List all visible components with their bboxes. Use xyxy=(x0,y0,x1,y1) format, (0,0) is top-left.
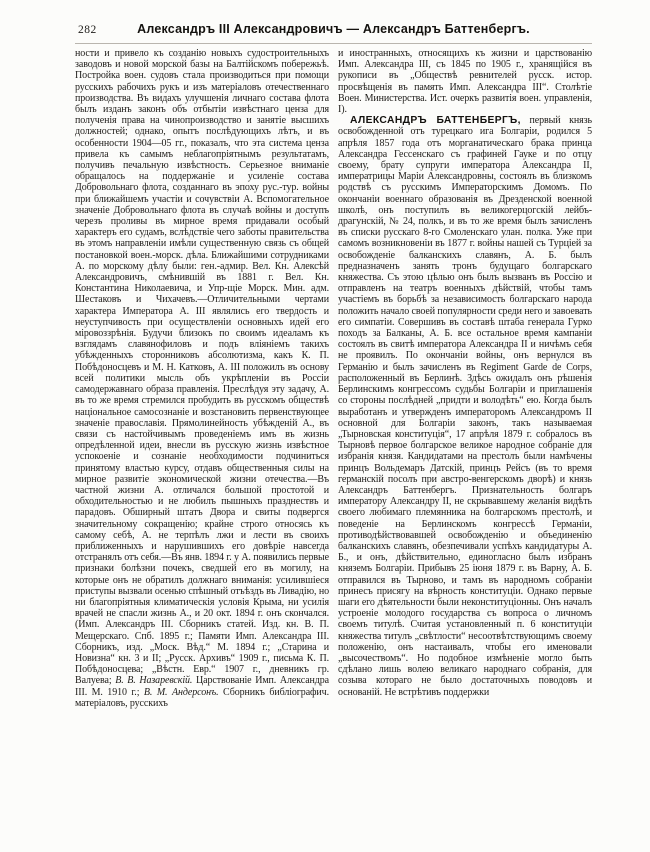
text-run: Царствованіе Имп. Александра III. М. 1910 г.; xyxy=(75,675,330,698)
running-title: Александръ III Александровичъ — Александръ Баттенбергъ. xyxy=(137,22,530,36)
continuation-paragraph: и иностранныхъ, относящихъ къ жизни и царствованію Имп. Александра III, съ 1845 по 1905 г., хранящійся въ рукописи въ „Обществѣ ревнителей русск. истор. просвѣщенія въ память Имп. Александра III“. Столѣтіе Воен. Министерства. Ист. очеркъ развитія воен. управленія, I). xyxy=(338,48,592,116)
author-name-italic: В. М. Андерсонъ. xyxy=(143,686,219,698)
text-run: ности и привело къ созданію новыхъ судостроительныхъ заводовъ и новой морской базы на Балтійскомъ побережьѣ. Постройка воен. судовъ стала производиться при помощи русскихъ рабочихъ рукъ и изъ матеріаловъ отечественнаго производства. Въ видахъ улучшенія личнаго состава флота былъ изданъ законъ объ отбытіи извѣстнаго ценза для полученія права на чинопроизводство и занятіе высшихъ должностей; однако, опытъ послѣдующихъ лѣтъ, и въ особенности 1904—05 гг., показалъ, что эта система ценза привела къ самымъ неблагопріятнымъ результатамъ, получивъ печальную извѣстность. Серьезное вниманіе обращалось на поддержаніе и усиленіе состава Добровольнаго флота, созданнаго въ эпоху рус.-тур. войны при ближайшемъ участіи и сочувствіи А. Вспомогательное значеніе Добровольнаго флота въ случаѣ войны и доступъ черезъ проливы въ мирное время придавали особый характеръ его судамъ, вслѣдствіе чего заботы правительства въ этомъ направленіи имѣли существенную связь съ общей постановкой воен.-морск. дѣла. Ближайшими сотрудниками А. по морскому дѣлу были: ген.-адмир. Вел. Кн. Алексѣй Александровичъ, смѣнившій въ 1881 г. Вел. Кн. Константина Николаевича, и Упр-щіе Морск. Мин. адм. Шестаковъ и Чихачевъ.—Отличительными чертами характера Императора А. III являлись его твердость и неуступчивость при осуществленіи основныхъ идей его міровоззрѣнія. Будучи близокъ по своимъ идеаламъ къ взглядамъ славянофиловъ и подъ вліяніемъ такихъ убѣжденныхъ сторонниковъ абсолютизма, какъ К. П. Побѣдоносцевъ и М. Н. Катковъ, А. III положилъ въ основу всей политики мысль объ укрѣпленіи въ Россіи самодержавнаго образа правленія. Преслѣдуя эту задачу, А. въ то же время стремился пробудить въ русскомъ обществѣ національное самосознаніе и возстановить первенствующее значеніе православія. Прямолинейность убѣжденій А., въ связи съ настойчивымъ проведеніемъ имъ въ жизнь опредѣленной идеи, внесли въ русскую жизнь извѣстное успокоеніе и сознаніе необходимости подчиниться принятому властью курсу, отдавъ общественныя силы на мирное развитіе экономической жизни отечества.—Въ частной жизни А. отличался большой простотой и обходительностью и не любилъ пышныхъ празднествъ и парадовъ. Обширный штатъ Двора и свиты подвергся значительному сокращенію; крайне строго относясь къ самому себѣ, А. не терпѣлъ лжи и лести въ своихъ приближенныхъ и нарушившихъ его довѣріе навсегда отстранялъ отъ себя.—Въ янв. 1894 г. у А. появились первые признаки болѣзни почекъ, сведшей его въ могилу, на которые онъ не обратилъ должнаго вниманія: усилившіеся приступы вызвали осенью спѣшный отъѣздъ въ Ливадію, но ни благопріятныя климатическія условія Крыма, ни усилія врачей не спасли жизнь А., и 20 окт. 1894 г. онъ скончался. (Имп. Александръ III. Сборникъ статей. Изд. кн. В. П. Мещерскаго. Спб. 1895 г.; Памяти Имп. Александра III. Сборникъ, изд. „Моск. Вѣд.“ М. 1894 г.; „Старина и Новизна“ кн. 3 и II; „Русск. Архивъ“ 1909 г., письма К. П. Побѣдоносцева; „Вѣстн. Евр.“ 1907 г., дневникъ гр. Валуева; xyxy=(75,48,329,687)
header-rule xyxy=(75,43,592,44)
text-columns xyxy=(75,48,592,709)
article-battenberg-paragraph xyxy=(338,115,592,698)
text-run: Сборникъ библіографич. матеріаловъ, русскихъ xyxy=(75,686,330,709)
left-column-paragraph xyxy=(75,48,329,709)
right-column xyxy=(338,48,592,709)
article-body-text: первый князь освобожденной отъ турецкаго ига Болгаріи, родился 5 апрѣля 1857 года отъ морганатическаго брака принца Александра Гессенскаго съ графиней Гауке и по отцу своему, брату супруги императора Александра II, императрицы Маріи Александровны, состоялъ въ близкомъ родствѣ съ русскимъ Императорскимъ Домомъ. По окончаніи военнаго образованія въ Дрезденской военной школѣ, онъ поступилъ въ великогерцогскій лейбъ-драгунскій, № 24, полкъ, и въ то же время былъ зачисленъ въ списки русскаго 8-го Смоленскаго улан. полка. Уже при самомъ возникновеніи въ 1877 г. войны нашей съ Турціей за освобожденіе балканскихъ славянъ, А. Б. былъ предназначенъ занять тронъ будущаго болгарскаго княжества. Съ этою цѣлью онъ былъ вызванъ въ Россію и отправленъ на театръ военныхъ дѣйствій, чтобы тамъ участіемъ въ борьбѣ за независимость болгарскаго народа положить начало своей популярности среди него и завоевать его симпатіи. Совершивъ въ составѣ штаба генерала Гурко походъ за Балканы, А. Б. все остальное время кампаніи состоялъ въ свитѣ императора Александра II и ничѣмъ себя не проявилъ. По окончаніи войны, онъ вернулся въ Германію и былъ зачисленъ въ Regiment Garde de Corps, расположенный въ Берлинѣ. Здѣсь ожидалъ онъ рѣшенія Берлинскимъ конгрессомъ судьбы Болгаріи и приглашенія со стороны послѣдней „придти и володѣть“ ею. Когда былъ выработанъ и утвержденъ императоромъ Александромъ II основной для Болгаріи законъ, такъ называемая „Тырновская конституція“, 17 апрѣля 1879 г. собралось въ Тырновѣ первое болгарское великое народное собраніе для избранія князя. Кандидатами на престолъ были намѣчены принцъ Вольдемаръ Датскій, принцъ Рейсъ (въ то время германскій посолъ при австро-венгерскомъ дворѣ) и князь Александръ Баттенбергъ. Признательность болгаръ императору Александру II, не скрывавшему желанія видѣть своего любимаго племянника на болгарскомъ престолѣ, и поведеніе на Берлинскомъ конгрессѣ Германіи, противодѣйствовавшей освобожденію и объединенію балканскихъ славянъ, обезпечивали успѣхъ кандидатуры А. Б., и онъ, дѣйствительно, единогласно былъ избранъ княземъ Болгаріи. Прибывъ 25 іюня 1879 г. въ Варну, А. Б. отправился въ Тырново, и тамъ въ народномъ собраніи принесъ присягу на вѣрность конституціи. Однако первые шаги его дѣятельности были неконституціонны. Онъ началъ устроеніе молодого государства съ вопроса о личномъ своемъ титулѣ. Считая установленный п. 6 конституціи княжества титулъ „свѣтлости“ несоотвѣтствующимъ своему положенію, онъ настаивалъ, чтобы его именовали „высочествомъ“. Но подобное измѣненіе могло быть сдѣлано лишь волею великаго народнаго собранія, для созыва котораго не было достаточныхъ поводовъ и основаній. Не встрѣтивъ поддержки xyxy=(338,115,592,698)
author-name-italic: В. В. Назаревскій. xyxy=(115,675,193,687)
page-number: 282 xyxy=(78,24,97,36)
article-headword: АЛЕКСАНДРЪ БАТТЕНБЕРГЪ, xyxy=(350,115,521,127)
left-column xyxy=(75,48,329,709)
